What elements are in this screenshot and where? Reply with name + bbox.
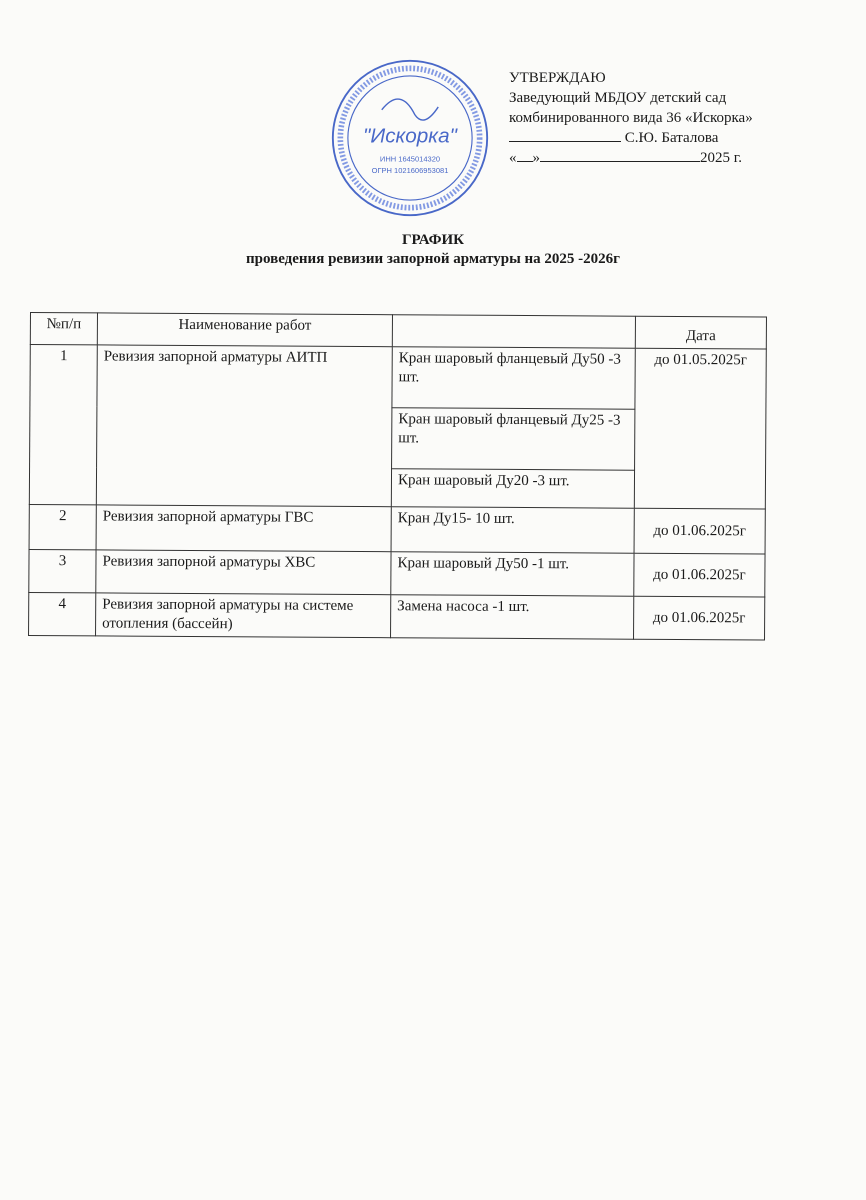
header-empty	[392, 315, 635, 348]
row-date: до 01.06.2025г	[634, 508, 765, 554]
row-num: 1	[29, 345, 97, 505]
header-num: №п/п	[30, 313, 97, 345]
approval-position-line2: комбинированного вида 36 «Искорка»	[509, 110, 753, 126]
row-num: 4	[29, 592, 96, 635]
row-date: до 01.06.2025г	[634, 596, 765, 640]
approval-block	[509, 68, 753, 168]
organization-stamp	[330, 58, 490, 218]
approval-year: 2025 г.	[700, 150, 742, 166]
table-row	[29, 504, 765, 553]
row-work: Ревизия запорной арматуры ГВС	[96, 505, 391, 552]
header-work: Наименование работ	[97, 313, 392, 347]
stamp-ogrn: ОГРН 1021606953081	[371, 165, 449, 175]
header-date: Дата	[635, 316, 766, 349]
stamp-inn: ИНН 1645014320	[379, 154, 441, 164]
schedule-table	[28, 312, 767, 640]
date-open-quote: «	[509, 150, 517, 166]
row-work: Ревизия запорной арматуры ХВС	[96, 550, 391, 595]
table-row	[29, 549, 765, 596]
row-work: Ревизия запорной арматуры АИТП	[96, 345, 392, 507]
document-subtitle: проведения ревизии запорной арматуры на 2025 -2026г	[246, 251, 620, 267]
row-item: Кран шаровый фланцевый Ду50 -3 шт.	[392, 347, 635, 409]
row-date: до 01.05.2025г	[634, 348, 766, 509]
document-title: ГРАФИК	[401, 232, 465, 248]
row-item: Замена насоса -1 шт.	[391, 595, 634, 639]
row-item: Кран шаровый Ду20 -3 шт.	[391, 469, 634, 508]
row-date: до 01.06.2025г	[634, 553, 765, 597]
table-row	[29, 592, 765, 639]
approval-heading: УТВЕРЖДАЮ	[509, 70, 606, 86]
row-num: 2	[29, 504, 96, 549]
row-item: Кран Ду15- 10 шт.	[391, 507, 634, 553]
row-work: Ревизия запорной арматуры на системе отопления (бассейн)	[96, 593, 391, 638]
table-header-row	[30, 313, 766, 349]
row-item: Кран шаровый Ду50 -1 шт.	[391, 552, 634, 596]
signatory-name: С.Ю. Баталова	[624, 130, 719, 146]
row-num: 3	[29, 549, 96, 592]
row-item: Кран шаровый фланцевый Ду25 -3 шт.	[392, 408, 635, 470]
date-close-quote: »	[532, 150, 540, 166]
approval-position-line1: Заведующий МБДОУ детский сад	[509, 90, 727, 106]
table-row	[30, 345, 766, 410]
stamp-name: "Искорка"	[363, 124, 457, 148]
